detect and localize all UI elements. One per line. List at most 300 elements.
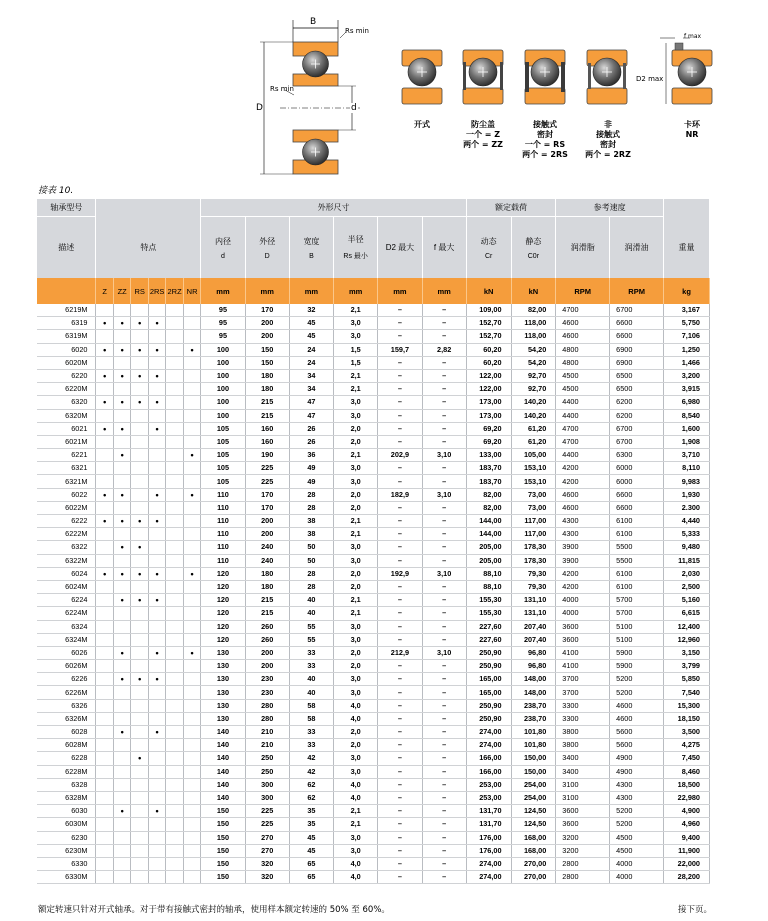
feature-cell bbox=[166, 515, 183, 528]
dimension-cell: 160 bbox=[245, 435, 289, 448]
dimension-cell: 2,0 bbox=[334, 726, 378, 739]
feature-cell bbox=[183, 422, 201, 435]
feature-cell bbox=[183, 791, 201, 804]
header-ref-speed: 参考速度 bbox=[556, 199, 664, 217]
dimension-cell: 45 bbox=[289, 317, 333, 330]
model-cell: 6230M bbox=[37, 844, 96, 857]
table-row bbox=[37, 383, 710, 396]
dimension-cell: – bbox=[378, 475, 422, 488]
weight-cell: 4,900 bbox=[664, 805, 710, 818]
dimension-cell: 140 bbox=[201, 778, 245, 791]
feature-cell bbox=[166, 567, 183, 580]
feature-cell bbox=[96, 871, 113, 884]
feature-cell bbox=[96, 594, 113, 607]
load-cell: 61,20 bbox=[511, 435, 556, 448]
feature-cell bbox=[166, 435, 183, 448]
dimension-cell: 3,0 bbox=[334, 752, 378, 765]
dimension-cell: 40 bbox=[289, 607, 333, 620]
dimension-cell: 58 bbox=[289, 712, 333, 725]
table-row bbox=[37, 752, 710, 765]
feature-cell bbox=[113, 686, 130, 699]
speed-cell: 4000 bbox=[610, 871, 664, 884]
feature-cell: • bbox=[131, 515, 148, 528]
feature-cell bbox=[166, 383, 183, 396]
dimension-cell: 250 bbox=[245, 765, 289, 778]
speed-cell: 5900 bbox=[610, 660, 664, 673]
feature-cell bbox=[183, 699, 201, 712]
speed-cell: 5200 bbox=[610, 686, 664, 699]
dimension-cell: 240 bbox=[245, 541, 289, 554]
weight-cell: 9,400 bbox=[664, 831, 710, 844]
load-cell: 250,90 bbox=[466, 660, 511, 673]
speed-cell: 4600 bbox=[556, 501, 610, 514]
feature-cell: • bbox=[113, 317, 130, 330]
feature-cell bbox=[131, 818, 148, 831]
feature-cell bbox=[183, 752, 201, 765]
load-cell: 155,30 bbox=[466, 607, 511, 620]
feature-cell bbox=[166, 488, 183, 501]
table-row bbox=[37, 554, 710, 567]
weight-cell: 3,710 bbox=[664, 449, 710, 462]
speed-cell: 6300 bbox=[610, 449, 664, 462]
speed-cell: 6600 bbox=[610, 317, 664, 330]
feature-cell bbox=[148, 778, 165, 791]
feature-cell bbox=[131, 791, 148, 804]
feature-cell bbox=[113, 871, 130, 884]
speed-cell: 4900 bbox=[610, 752, 664, 765]
dimension-cell: 200 bbox=[245, 317, 289, 330]
model-cell: 6330 bbox=[37, 857, 96, 870]
dimension-cell: – bbox=[422, 594, 466, 607]
dimension-cell: 95 bbox=[201, 330, 245, 343]
speed-cell: 4500 bbox=[610, 844, 664, 857]
model-cell: 6328M bbox=[37, 791, 96, 804]
feature-cell bbox=[166, 396, 183, 409]
feature-cell bbox=[131, 726, 148, 739]
feature-cell bbox=[148, 554, 165, 567]
feature-cell bbox=[166, 818, 183, 831]
speed-cell: 4700 bbox=[556, 422, 610, 435]
feature-cell bbox=[183, 712, 201, 725]
speed-cell: 5200 bbox=[610, 818, 664, 831]
dimension-cell: 100 bbox=[201, 356, 245, 369]
feature-cell bbox=[113, 330, 130, 343]
speed-cell: 3900 bbox=[556, 541, 610, 554]
dimension-cell: 3,10 bbox=[422, 488, 466, 501]
unit-cell: Z bbox=[96, 278, 113, 304]
feature-cell bbox=[183, 462, 201, 475]
header-oil: 润滑油 bbox=[610, 217, 664, 279]
model-cell: 6024M bbox=[37, 580, 96, 593]
dimension-cell: – bbox=[378, 857, 422, 870]
dimension-cell: 280 bbox=[245, 712, 289, 725]
load-cell: 60,20 bbox=[466, 343, 511, 356]
dimension-cell: – bbox=[422, 435, 466, 448]
header-width: 宽度 B bbox=[289, 217, 333, 279]
dimension-cell: – bbox=[422, 660, 466, 673]
dimension-cell: – bbox=[422, 607, 466, 620]
dimension-cell: – bbox=[378, 620, 422, 633]
feature-cell bbox=[166, 752, 183, 765]
dimension-cell: 26 bbox=[289, 435, 333, 448]
dimension-cell: 34 bbox=[289, 383, 333, 396]
feature-cell bbox=[131, 501, 148, 514]
table-row bbox=[37, 304, 710, 317]
load-cell: 140,20 bbox=[511, 396, 556, 409]
feature-cell: • bbox=[148, 673, 165, 686]
table-row bbox=[37, 660, 710, 673]
feature-cell bbox=[166, 607, 183, 620]
speed-cell: 2800 bbox=[556, 857, 610, 870]
dimension-cell: 2,0 bbox=[334, 739, 378, 752]
model-cell: 6321 bbox=[37, 462, 96, 475]
dimension-cell: 2,1 bbox=[334, 594, 378, 607]
feature-cell bbox=[148, 435, 165, 448]
speed-cell: 3700 bbox=[556, 686, 610, 699]
variant-label-snap-ring: 卡环 NR bbox=[684, 120, 700, 139]
speed-cell: 6200 bbox=[610, 396, 664, 409]
footer-continued: 接下页。 bbox=[677, 905, 712, 915]
speed-cell: 6700 bbox=[610, 435, 664, 448]
weight-cell: 18,500 bbox=[664, 778, 710, 791]
feature-cell: • bbox=[113, 673, 130, 686]
feature-cell bbox=[183, 475, 201, 488]
feature-cell bbox=[131, 646, 148, 659]
feature-cell bbox=[166, 726, 183, 739]
load-cell: 150,00 bbox=[511, 765, 556, 778]
weight-cell: 15,300 bbox=[664, 699, 710, 712]
feature-cell bbox=[183, 580, 201, 593]
load-cell: 82,00 bbox=[466, 501, 511, 514]
feature-cell: • bbox=[148, 515, 165, 528]
feature-cell bbox=[166, 871, 183, 884]
load-cell: 122,00 bbox=[466, 383, 511, 396]
variant-noncontact-seal bbox=[587, 50, 627, 104]
load-cell: 150,00 bbox=[511, 752, 556, 765]
dimension-cell: 180 bbox=[245, 383, 289, 396]
feature-cell bbox=[148, 449, 165, 462]
load-cell: 148,00 bbox=[511, 686, 556, 699]
weight-cell: 9,480 bbox=[664, 541, 710, 554]
dimension-cell: 110 bbox=[201, 528, 245, 541]
dimension-cell: 4,0 bbox=[334, 871, 378, 884]
dimension-cell: – bbox=[378, 541, 422, 554]
dimension-cell: 100 bbox=[201, 369, 245, 382]
model-cell: 6030M bbox=[37, 818, 96, 831]
dimension-cell: 170 bbox=[245, 488, 289, 501]
dimension-cell: – bbox=[422, 831, 466, 844]
feature-cell bbox=[166, 765, 183, 778]
dimension-cell: 180 bbox=[245, 567, 289, 580]
feature-cell bbox=[166, 554, 183, 567]
weight-cell: 11,900 bbox=[664, 844, 710, 857]
dimension-cell: 47 bbox=[289, 409, 333, 422]
dim-f-label: f max bbox=[684, 33, 702, 40]
dimension-cell: – bbox=[378, 660, 422, 673]
dimension-cell: 230 bbox=[245, 686, 289, 699]
feature-cell: • bbox=[113, 646, 130, 659]
dimension-cell: – bbox=[378, 699, 422, 712]
dimension-cell: – bbox=[378, 356, 422, 369]
speed-cell: 6900 bbox=[610, 343, 664, 356]
feature-cell: • bbox=[131, 541, 148, 554]
feature-cell bbox=[131, 449, 148, 462]
dimension-cell: – bbox=[378, 528, 422, 541]
load-cell: 227,60 bbox=[466, 620, 511, 633]
feature-cell: • bbox=[183, 343, 201, 356]
feature-cell bbox=[131, 528, 148, 541]
feature-cell bbox=[131, 462, 148, 475]
dimension-cell: – bbox=[378, 818, 422, 831]
dimension-cell: 130 bbox=[201, 712, 245, 725]
dimension-cell: 95 bbox=[201, 304, 245, 317]
dimension-cell: 230 bbox=[245, 673, 289, 686]
dimension-cell: – bbox=[422, 396, 466, 409]
weight-cell: 1,930 bbox=[664, 488, 710, 501]
speed-cell: 3100 bbox=[556, 778, 610, 791]
dimension-cell: – bbox=[378, 739, 422, 752]
dimension-cell: 130 bbox=[201, 673, 245, 686]
dimension-cell: 130 bbox=[201, 699, 245, 712]
feature-cell bbox=[166, 633, 183, 646]
speed-cell: 6100 bbox=[610, 528, 664, 541]
speed-cell: 4600 bbox=[556, 317, 610, 330]
feature-cell bbox=[148, 633, 165, 646]
dimension-cell: – bbox=[422, 765, 466, 778]
feature-cell bbox=[113, 304, 130, 317]
dimension-cell: 3,0 bbox=[334, 686, 378, 699]
load-cell: 176,00 bbox=[466, 844, 511, 857]
model-cell: 6222M bbox=[37, 528, 96, 541]
feature-cell bbox=[113, 831, 130, 844]
feature-cell bbox=[96, 686, 113, 699]
speed-cell: 6700 bbox=[610, 304, 664, 317]
feature-cell bbox=[183, 515, 201, 528]
feature-cell bbox=[131, 765, 148, 778]
table-row bbox=[37, 317, 710, 330]
feature-cell bbox=[166, 739, 183, 752]
feature-cell bbox=[96, 620, 113, 633]
table-row bbox=[37, 501, 710, 514]
dimension-cell: – bbox=[378, 633, 422, 646]
dimension-cell: – bbox=[378, 805, 422, 818]
speed-cell: 5100 bbox=[610, 633, 664, 646]
dimension-cell: 2,1 bbox=[334, 515, 378, 528]
feature-cell bbox=[183, 554, 201, 567]
speed-cell: 4200 bbox=[556, 567, 610, 580]
model-cell: 6319 bbox=[37, 317, 96, 330]
load-cell: 82,00 bbox=[511, 304, 556, 317]
feature-cell bbox=[96, 646, 113, 659]
dimension-cell: – bbox=[378, 317, 422, 330]
dimension-cell: 4,0 bbox=[334, 791, 378, 804]
weight-cell: 12,400 bbox=[664, 620, 710, 633]
speed-cell: 3600 bbox=[556, 620, 610, 633]
feature-cell bbox=[148, 462, 165, 475]
unit-cell: mm bbox=[378, 278, 422, 304]
dimension-cell: 320 bbox=[245, 857, 289, 870]
dimension-cell: – bbox=[378, 871, 422, 884]
feature-cell bbox=[148, 356, 165, 369]
feature-cell bbox=[183, 831, 201, 844]
feature-cell bbox=[96, 857, 113, 870]
weight-cell: 7,106 bbox=[664, 330, 710, 343]
speed-cell: 3700 bbox=[556, 673, 610, 686]
model-cell: 6326 bbox=[37, 699, 96, 712]
variant-contact-seal bbox=[525, 50, 565, 104]
feature-cell bbox=[166, 660, 183, 673]
load-cell: 274,00 bbox=[466, 871, 511, 884]
dimension-cell: 140 bbox=[201, 739, 245, 752]
feature-cell bbox=[113, 844, 130, 857]
feature-cell bbox=[96, 726, 113, 739]
table-row bbox=[37, 646, 710, 659]
unit-cell: RPM bbox=[556, 278, 610, 304]
feature-cell bbox=[131, 620, 148, 633]
dimension-cell: 110 bbox=[201, 501, 245, 514]
dimension-cell: – bbox=[378, 396, 422, 409]
dimension-cell: – bbox=[422, 857, 466, 870]
dimension-cell: 32 bbox=[289, 304, 333, 317]
feature-cell bbox=[148, 501, 165, 514]
dimension-cell: 34 bbox=[289, 369, 333, 382]
feature-cell bbox=[113, 765, 130, 778]
speed-cell: 4400 bbox=[556, 396, 610, 409]
dimension-cell: 105 bbox=[201, 435, 245, 448]
dimension-cell: – bbox=[422, 791, 466, 804]
dimension-cell: – bbox=[378, 712, 422, 725]
load-cell: 254,00 bbox=[511, 778, 556, 791]
feature-cell: • bbox=[96, 343, 113, 356]
feature-cell bbox=[113, 501, 130, 514]
feature-cell bbox=[166, 673, 183, 686]
dimension-cell: 150 bbox=[245, 356, 289, 369]
feature-cell: • bbox=[113, 422, 130, 435]
feature-cell bbox=[183, 673, 201, 686]
load-cell: 173,00 bbox=[466, 396, 511, 409]
feature-cell: • bbox=[148, 567, 165, 580]
feature-cell bbox=[96, 752, 113, 765]
dimension-cell: 4,0 bbox=[334, 699, 378, 712]
unit-cell: mm bbox=[422, 278, 466, 304]
weight-cell: 22,980 bbox=[664, 791, 710, 804]
dimension-cell: 2,0 bbox=[334, 580, 378, 593]
feature-cell bbox=[166, 409, 183, 422]
load-cell: 207,40 bbox=[511, 620, 556, 633]
feature-cell: • bbox=[113, 567, 130, 580]
feature-cell bbox=[131, 554, 148, 567]
load-cell: 227,60 bbox=[466, 633, 511, 646]
feature-cell bbox=[183, 317, 201, 330]
table-row bbox=[37, 409, 710, 422]
dimension-cell: 250 bbox=[245, 752, 289, 765]
dimension-cell: 2,0 bbox=[334, 422, 378, 435]
feature-cell bbox=[166, 462, 183, 475]
speed-cell: 5200 bbox=[610, 673, 664, 686]
load-cell: 250,90 bbox=[466, 699, 511, 712]
dimension-cell: 120 bbox=[201, 607, 245, 620]
dimension-cell: 65 bbox=[289, 871, 333, 884]
load-cell: 79,30 bbox=[511, 567, 556, 580]
dimension-cell: 33 bbox=[289, 739, 333, 752]
feature-cell bbox=[96, 712, 113, 725]
feature-cell bbox=[113, 818, 130, 831]
load-cell: 173,00 bbox=[466, 409, 511, 422]
load-cell: 148,00 bbox=[511, 673, 556, 686]
speed-cell: 6500 bbox=[610, 369, 664, 382]
feature-cell bbox=[96, 739, 113, 752]
dimension-cell: 150 bbox=[201, 857, 245, 870]
dimension-cell: 28 bbox=[289, 501, 333, 514]
feature-cell bbox=[131, 330, 148, 343]
feature-cell bbox=[166, 330, 183, 343]
speed-cell: 3800 bbox=[556, 726, 610, 739]
feature-cell: • bbox=[131, 567, 148, 580]
feature-cell bbox=[183, 818, 201, 831]
feature-cell bbox=[131, 580, 148, 593]
load-cell: 207,40 bbox=[511, 633, 556, 646]
dimension-cell: 3,0 bbox=[334, 409, 378, 422]
dimension-cell: 3,0 bbox=[334, 317, 378, 330]
weight-cell: 3,500 bbox=[664, 726, 710, 739]
speed-cell: 2800 bbox=[556, 871, 610, 884]
bearing-diagram-svg bbox=[0, 0, 768, 180]
feature-cell bbox=[148, 699, 165, 712]
load-cell: 205,00 bbox=[466, 541, 511, 554]
feature-cell bbox=[183, 528, 201, 541]
load-cell: 165,00 bbox=[466, 686, 511, 699]
dimension-cell: 150 bbox=[201, 805, 245, 818]
dimension-cell: – bbox=[422, 699, 466, 712]
header-features: 特点 bbox=[96, 217, 201, 279]
unit-cell: kg bbox=[664, 278, 710, 304]
dimension-cell: – bbox=[422, 580, 466, 593]
dimension-cell: 159,7 bbox=[378, 343, 422, 356]
dimension-cell: – bbox=[422, 304, 466, 317]
table-row bbox=[37, 844, 710, 857]
feature-cell bbox=[183, 765, 201, 778]
dimension-cell: 225 bbox=[245, 818, 289, 831]
dimension-cell: 225 bbox=[245, 475, 289, 488]
feature-cell bbox=[183, 871, 201, 884]
dimension-cell: 24 bbox=[289, 356, 333, 369]
dimension-cell: – bbox=[378, 594, 422, 607]
model-cell: 6330M bbox=[37, 871, 96, 884]
load-cell: 253,00 bbox=[466, 778, 511, 791]
feature-cell: • bbox=[148, 805, 165, 818]
dimension-cell: 2,1 bbox=[334, 369, 378, 382]
feature-cell: • bbox=[96, 515, 113, 528]
dimension-cell: 35 bbox=[289, 805, 333, 818]
speed-cell: 5600 bbox=[610, 726, 664, 739]
feature-cell: • bbox=[131, 752, 148, 765]
model-cell: 6024 bbox=[37, 567, 96, 580]
speed-cell: 4800 bbox=[556, 343, 610, 356]
load-cell: 131,10 bbox=[511, 594, 556, 607]
dimension-cell: 35 bbox=[289, 818, 333, 831]
weight-cell: 1,466 bbox=[664, 356, 710, 369]
table-row bbox=[37, 541, 710, 554]
feature-cell bbox=[96, 699, 113, 712]
dimension-cell: – bbox=[378, 844, 422, 857]
load-cell: 54,20 bbox=[511, 356, 556, 369]
dimension-cell: – bbox=[378, 752, 422, 765]
unit-blank bbox=[37, 278, 96, 304]
dimension-cell: – bbox=[422, 515, 466, 528]
dimension-cell: – bbox=[422, 686, 466, 699]
table-row bbox=[37, 818, 710, 831]
model-cell: 6022 bbox=[37, 488, 96, 501]
